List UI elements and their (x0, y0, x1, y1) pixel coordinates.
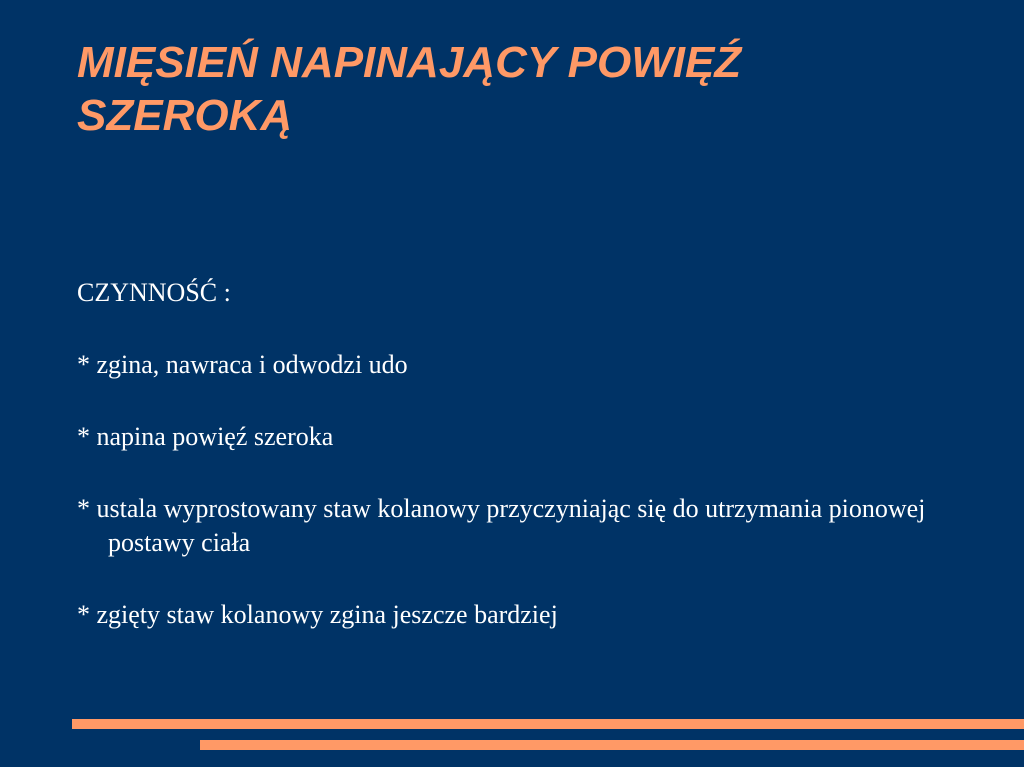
accent-line-bottom (200, 740, 1024, 750)
accent-line-top (72, 719, 1024, 729)
slide-title-line-2: SZEROKĄ (77, 91, 293, 140)
bullet-item: * napina powięź szeroka (77, 422, 334, 451)
section-heading: CZYNNOŚĆ : (77, 278, 231, 307)
bullet-item: * zgięty staw kolanowy zgina jeszcze bardziej (77, 600, 558, 629)
slide-body (77, 276, 997, 632)
slide-title-line-1: MIĘSIEŃ NAPINAJĄCY POWIĘŹ (77, 38, 742, 87)
bullet-item: * ustala wyprostowany staw kolanowy przyczyniając się do utrzymania pionowej postawy ciała (77, 494, 926, 557)
slide-title (77, 36, 977, 142)
bullet-item: * zgina, nawraca i odwodzi udo (77, 350, 408, 379)
